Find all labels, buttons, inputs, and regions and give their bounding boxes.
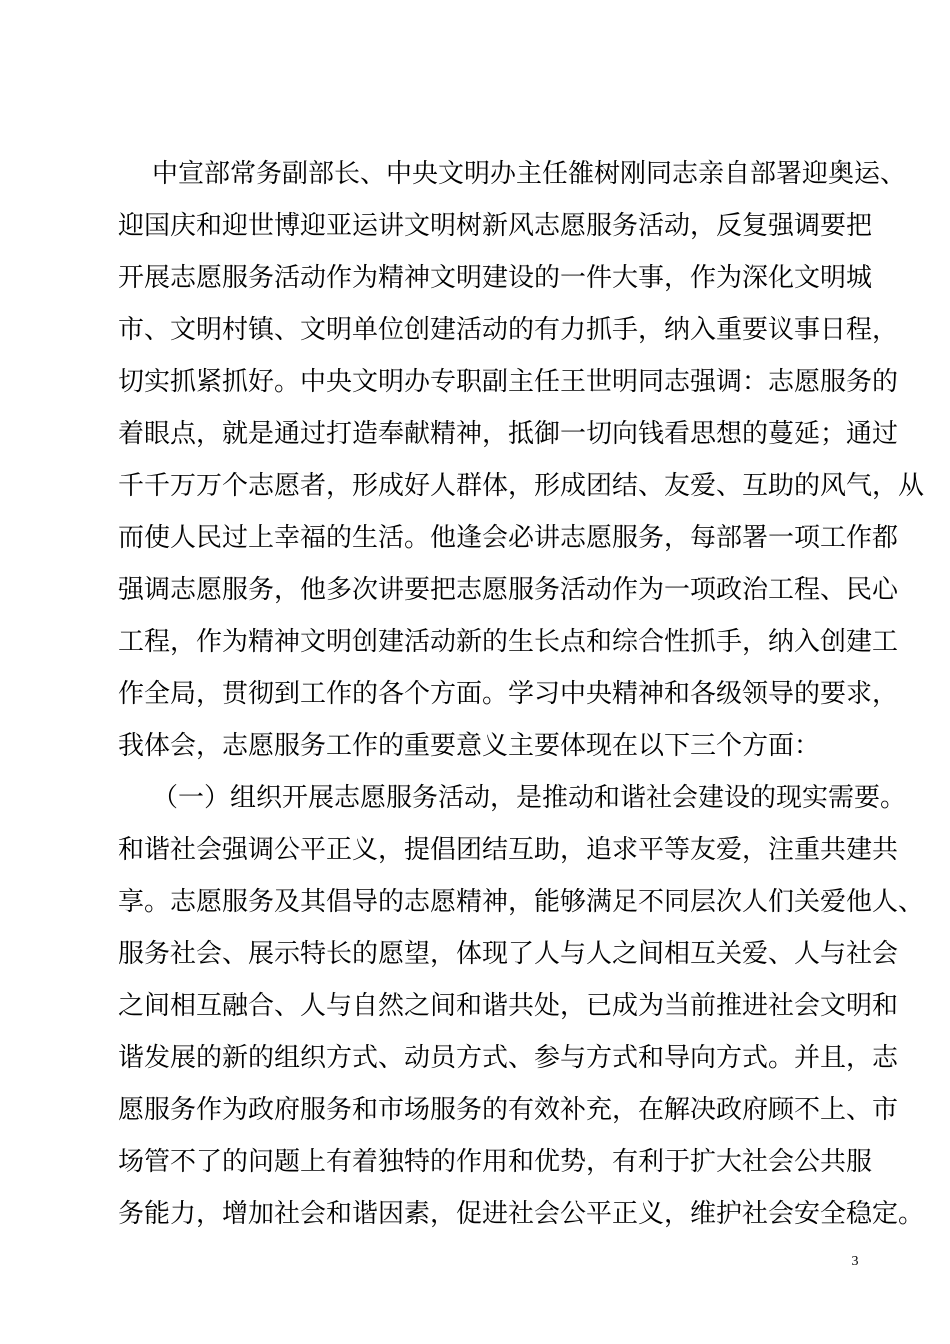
page-number: 3: [851, 1254, 859, 1269]
paragraph-line: 之间相互融合、人与自然之间和谐共处，已成为当前推进社会文明和: [118, 991, 899, 1021]
paragraph-line: 我体会，志愿服务工作的重要意义主要体现在以下三个方面：: [118, 731, 821, 761]
paragraph-line: 切实抓紧抓好。中央文明办专职副主任王世明同志强调：志愿服务的: [118, 367, 899, 397]
paragraph-line: 和谐社会强调公平正义，提倡团结互助，追求平等友爱，注重共建共: [118, 835, 899, 865]
paragraph-line: 开展志愿服务活动作为精神文明建设的一件大事，作为深化文明城: [118, 263, 873, 293]
paragraph-line: 市、文明村镇、文明单位创建活动的有力抓手，纳入重要议事日程，: [118, 315, 899, 345]
paragraph-line: 而使人民过上幸福的生活。他逢会必讲志愿服务，每部署一项工作都: [118, 523, 899, 553]
paragraph-line: 作全局，贯彻到工作的各个方面。学习中央精神和各级领导的要求，: [118, 679, 899, 709]
paragraph-line: 享。志愿服务及其倡导的志愿精神，能够满足不同层次人们关爱他人、: [118, 887, 925, 917]
paragraph-line: 迎国庆和迎世博迎亚运讲文明树新风志愿服务活动，反复强调要把: [118, 211, 873, 241]
paragraph-line: 服务社会、展示特长的愿望，体现了人与人之间相互关爱、人与社会: [118, 939, 899, 969]
paragraph-line: 中宣部常务副部长、中央文明办主任雒树刚同志亲自部署迎奥运、: [152, 159, 907, 189]
paragraph-line: 谐发展的新的组织方式、动员方式、参与方式和导向方式。并且，志: [118, 1043, 899, 1073]
paragraph-line: 着眼点，就是通过打造奉献精神，抵御一切向钱看思想的蔓延；通过: [118, 419, 899, 449]
paragraph-line: 强调志愿服务，他多次讲要把志愿服务活动作为一项政治工程、民心: [118, 575, 899, 605]
paragraph-line: 愿服务作为政府服务和市场服务的有效补充，在解决政府顾不上、市: [118, 1095, 899, 1125]
paragraph-line: 务能力，增加社会和谐因素，促进社会公平正义，维护社会安全稳定。: [118, 1199, 925, 1229]
section-heading-line: （一）组织开展志愿服务活动，是推动和谐社会建设的现实需要。: [152, 783, 907, 813]
paragraph-line: 场管不了的问题上有着独特的作用和优势，有利于扩大社会公共服: [118, 1147, 873, 1177]
paragraph-line: 工程，作为精神文明创建活动新的生长点和综合性抓手，纳入创建工: [118, 627, 899, 657]
paragraph-line: 千千万万个志愿者，形成好人群体，形成团结、友爱、互助的风气，从: [118, 471, 925, 501]
